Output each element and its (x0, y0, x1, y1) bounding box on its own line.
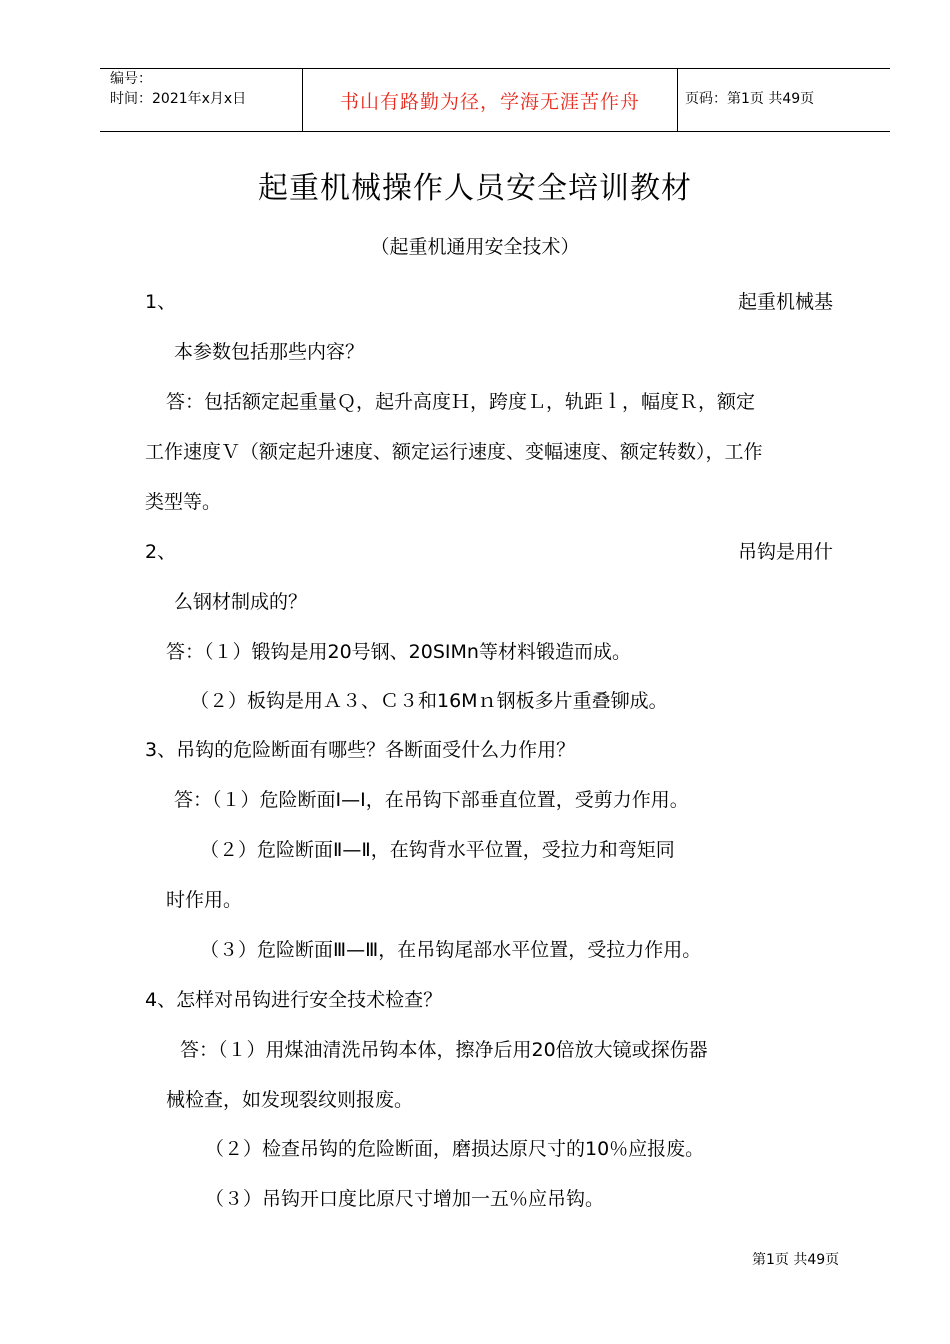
answer-4-line-3: （２）检查吊钩的危险断面，磨损达原尺寸的10％应报废。 (205, 1138, 705, 1160)
header-middle-cell (302, 69, 678, 131)
question-2-text-start: 吊钩是用什 (738, 541, 834, 563)
answer-4-line-4: （３）吊钩开口度比原尺寸增加一五％应吊钩。 (205, 1188, 605, 1210)
question-2-number: 2、 (145, 541, 177, 563)
answer-4-line-2: 械检查，如发现裂纹则报废。 (166, 1089, 414, 1111)
document-time-label: 时间：2021年x月x日 (110, 91, 247, 107)
answer-3-line-1: 答：（１）危险断面Ⅰ—Ⅰ，在吊钩下部垂直位置，受剪力作用。 (174, 789, 689, 811)
header-motto: 书山有路勤为径，学海无涯苦作舟 (339, 91, 640, 113)
page-title: 起重机械操作人员安全培训教材 (258, 171, 692, 206)
question-1-text-start: 起重机械基 (738, 291, 834, 313)
header-right-cell (677, 69, 890, 131)
question-1-number: 1、 (145, 291, 177, 313)
page-footer: 第1页 共49页 (752, 1252, 840, 1268)
answer-1-line-1: 答：包括额定起重量Ｑ，起升高度Ｈ，跨度Ｌ，轨距ｌ，幅度Ｒ，额定 (166, 391, 756, 413)
answer-1-line-2: 工作速度Ｖ（额定起升速度、额定运行速度、变幅速度、额定转数），工作 (145, 441, 763, 463)
answer-3-line-2: （２）危险断面Ⅱ—Ⅱ，在钩背水平位置，受拉力和弯矩同 (200, 839, 675, 861)
answer-4-line-1: 答：（１）用煤油清洗吊钩本体，擦净后用20倍放大镜或探伤器 (180, 1039, 708, 1061)
answer-3-line-3: 时作用。 (166, 889, 243, 911)
document-number-label: 编号： (110, 71, 152, 87)
question-3: 3、吊钩的危险断面有哪些？各断面受什么力作用？ (145, 739, 576, 761)
header-table (100, 68, 890, 132)
answer-3-line-4: （３）危险断面Ⅲ—Ⅲ，在吊钩尾部水平位置，受拉力作用。 (200, 939, 702, 961)
answer-2-line-2: （２）板钩是用Ａ３、Ｃ３和16Mｎ钢板多片重叠铆成。 (190, 690, 668, 712)
page-subtitle: （起重机通用安全技术） (370, 236, 580, 258)
answer-2-line-1: 答：（１）锻钩是用20号钢、20SIMn等材料锻造而成。 (166, 641, 631, 663)
header-page-label: 页码：第1页 共49页 (685, 91, 815, 107)
question-1-text-end: 本参数包括那些内容？ (174, 341, 365, 363)
header-left-cell (100, 69, 302, 131)
answer-1-line-3: 类型等。 (145, 491, 222, 513)
question-2-text-end: 么钢材制成的？ (174, 591, 308, 613)
question-4: 4、怎样对吊钩进行安全技术检查？ (145, 989, 443, 1011)
